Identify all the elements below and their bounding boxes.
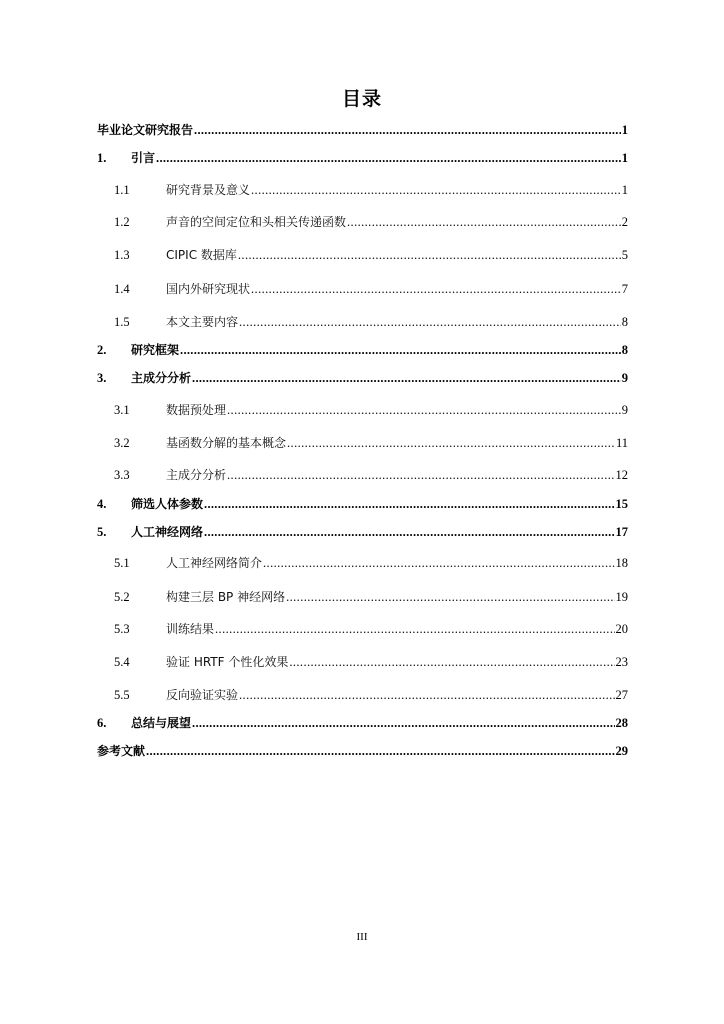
toc-entry-page: 23 [615,655,628,669]
toc-entry-number: 3.2 [114,436,130,450]
dot-leader [156,150,621,166]
toc-entry-label: 研究背景及意义 [166,183,251,197]
toc-entry-thesis-report[interactable] [97,122,628,138]
toc-entry-page: 15 [615,497,628,511]
toc-entry-label: 构建三层 BP 神经网络 [166,590,286,604]
toc-title: 目录 [341,88,382,110]
dot-leader [251,281,621,297]
toc-entry-number: 1.4 [114,282,130,296]
dot-leader [215,621,614,637]
dot-leader [204,524,614,540]
toc-entry-page: 28 [615,716,628,730]
toc-entry-page: 19 [615,590,628,604]
toc-entry-page: 20 [615,622,628,636]
toc-entry-page: 18 [615,556,628,570]
toc-entry-5-4[interactable] [97,654,628,670]
toc-entry-1-5[interactable] [97,314,628,330]
toc-entry-number: 4. [97,497,107,511]
dot-leader [194,122,621,138]
toc-entry-label: 参考文献 [97,744,146,758]
toc-entry-6[interactable] [97,715,628,731]
toc-entry-number: 1.5 [114,315,130,329]
toc-entry-number: 3.1 [114,403,130,417]
toc-entry-5[interactable] [97,524,628,540]
toc-entry-5-5[interactable] [97,687,628,703]
toc-entry-number: 1. [97,151,107,165]
toc-entry-number: 5.1 [114,556,130,570]
toc-entry-number: 1.2 [114,215,130,229]
toc-entry-page: 9 [621,403,628,417]
toc-entry-number: 3.3 [114,468,130,482]
toc-entry-label: 训练结果 [166,622,215,636]
toc-entry-label: 引言 [131,151,156,165]
toc-entry-label: 声音的空间定位和头相关传递函数 [166,215,347,229]
dot-leader [180,342,621,358]
toc-entry-5-3[interactable] [97,621,628,637]
toc-entry-label: 人工神经网络简介 [166,556,263,570]
toc-entry-page: 8 [621,315,628,329]
toc-entry-label: 主成分分析 [131,371,192,385]
toc-entry-number: 5. [97,525,107,539]
toc-entry-1-2[interactable] [97,214,628,230]
toc-entry-page: 5 [621,248,628,262]
dot-leader [263,555,614,571]
toc-entry-page: 12 [615,468,628,482]
toc-entry-4[interactable] [97,496,628,512]
dot-leader [238,247,621,263]
dot-leader [347,214,621,230]
toc-entry-number: 5.5 [114,688,130,702]
toc-entry-page: 1 [621,151,628,165]
dot-leader [192,715,614,731]
toc-entry-label: 反向验证实验 [166,688,239,702]
toc-entry-1[interactable] [97,150,628,166]
page-number: III [356,931,368,943]
toc-entry-3-1[interactable] [97,402,628,418]
toc-entry-5-2[interactable] [97,589,628,605]
toc-entry-page: 17 [615,525,628,539]
toc-entry-page: 1 [621,123,628,137]
toc-entry-3-2[interactable] [97,435,628,451]
toc-entry-number: 5.2 [114,590,130,604]
toc-entry-label: 研究框架 [131,343,180,357]
toc-entry-1-4[interactable] [97,281,628,297]
dot-leader [286,589,614,605]
toc-entry-2[interactable] [97,342,628,358]
dot-leader [227,467,614,483]
toc-entry-page: 9 [621,371,628,385]
dot-leader [287,435,615,451]
toc-entry-label: 基函数分解的基本概念 [166,436,287,450]
toc-entry-label: 毕业论文研究报告 [97,123,194,137]
toc-entry-label: 数据预处理 [166,403,227,417]
dot-leader [146,743,614,759]
toc-entry-1-3[interactable] [97,247,628,263]
toc-entry-references[interactable] [97,743,628,759]
toc-entry-page: 7 [621,282,628,296]
toc-entry-label: CIPIC 数据库 [166,248,237,262]
toc-entry-number: 1.1 [114,183,130,197]
toc-entry-label: 国内外研究现状 [166,282,251,296]
toc-entry-label: 本文主要内容 [166,315,239,329]
toc-entry-number: 5.4 [114,655,130,669]
dot-leader [251,182,621,198]
toc-entry-3[interactable] [97,370,628,386]
dot-leader [289,654,614,670]
toc-entry-number: 6. [97,716,107,730]
toc-entry-page: 8 [621,343,628,357]
dot-leader [227,402,621,418]
toc-entry-page: 2 [621,215,628,229]
toc-entry-label: 总结与展望 [131,716,192,730]
dot-leader [192,370,621,386]
toc-entry-page: 27 [615,688,628,702]
toc-entry-page: 29 [615,744,628,758]
toc-entry-page: 1 [621,183,628,197]
dot-leader [239,314,621,330]
toc-entry-label: 筛选人体参数 [131,497,204,511]
dot-leader [239,687,614,703]
dot-leader [204,496,614,512]
toc-entry-number: 3. [97,371,107,385]
toc-entry-label: 人工神经网络 [131,525,204,539]
toc-entry-label: 验证 HRTF 个性化效果 [166,655,289,669]
toc-entry-number: 2. [97,343,107,357]
toc-entry-number: 5.3 [114,622,130,636]
toc-entry-1-1[interactable] [97,182,628,198]
toc-entry-3-3[interactable] [97,467,628,483]
toc-entry-page: 11 [615,436,628,450]
toc-entry-5-1[interactable] [97,555,628,571]
toc-entry-label: 主成分分析 [166,468,227,482]
toc-entry-number: 1.3 [114,248,130,262]
